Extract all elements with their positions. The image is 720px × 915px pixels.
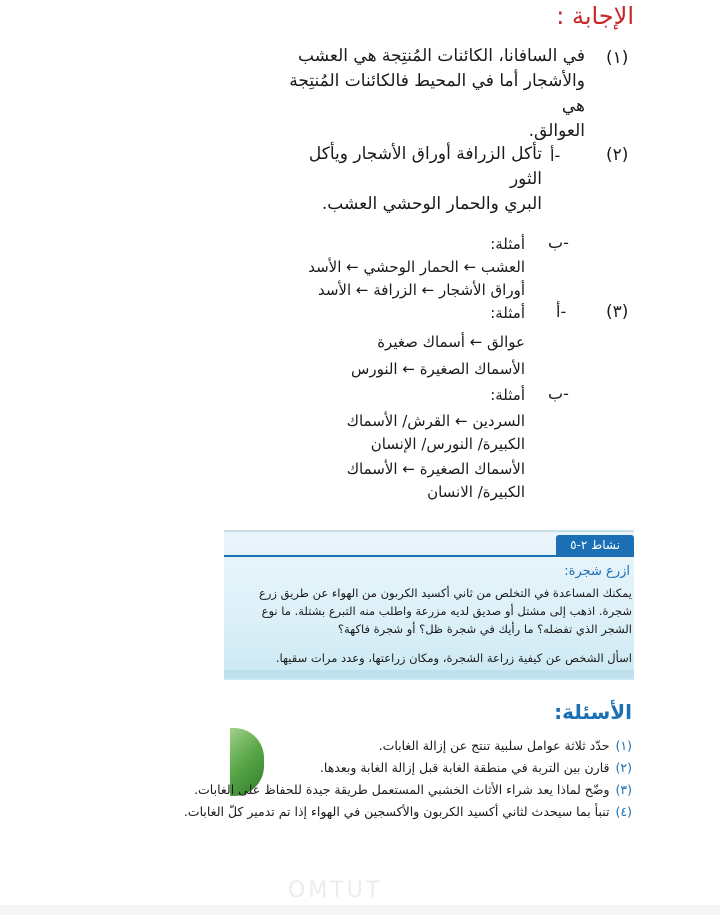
answer-1-line-1: في السافانا، الكائنات المُنتِجة هي العشب xyxy=(298,46,585,66)
answer-3b-label: أمثلة: xyxy=(490,386,525,404)
answer-2a-letter: أ- xyxy=(550,146,561,165)
answer-2a-text xyxy=(292,142,542,217)
answer-2a-line-2: البري والحمار الوحشي العشب. xyxy=(321,194,542,214)
food-chain-5 xyxy=(325,410,525,456)
food-chain-6 xyxy=(325,458,525,504)
questions-title: الأسئلة: xyxy=(554,700,632,724)
question-1-text: حدّد ثلاثة عوامل سلبية تنتج عن إزالة الغابات. xyxy=(378,738,610,753)
question-1 xyxy=(212,738,632,753)
food-chain-5-line-1: السردين ← القرش/ الأسماك xyxy=(346,412,525,430)
activity-tab: نشاط ٢-٥ xyxy=(556,535,634,555)
food-chain-1: العشب ← الحمار الوحشي ← الأسد xyxy=(308,258,525,276)
question-1-number: (١) xyxy=(615,738,632,753)
food-chain-5-line-2: الكبيرة/ النورس/ الإنسان xyxy=(370,435,525,453)
food-chain-6-line-1: الأسماك الصغيرة ← الأسماك xyxy=(346,460,525,478)
food-chain-2: أوراق الأشجار ← الزرافة ← الأسد xyxy=(317,281,525,299)
activity-bottom-band xyxy=(224,670,634,678)
question-4 xyxy=(172,804,632,819)
answer-3a-letter: أ- xyxy=(556,302,567,321)
answer-3a-label: أمثلة: xyxy=(490,304,525,322)
food-chain-6-line-2: الكبيرة/ الانسان xyxy=(427,483,525,501)
answer-title: الإجابة : xyxy=(556,2,634,30)
activity-heading: ازرع شجرة: xyxy=(564,564,630,579)
question-3-number: (٣) xyxy=(615,782,632,797)
activity-tab-rule xyxy=(224,555,634,557)
item-number-1: (١) xyxy=(606,48,629,68)
question-3-text: وضّح لماذا يعد شراء الأثاث الخشبي المستعمل طريقة جيدة للحفاظ على الغابات. xyxy=(194,782,610,797)
food-chain-3: عوالق ← أسماك صغيرة xyxy=(377,333,525,351)
answer-3b-letter: ب- xyxy=(548,384,569,403)
food-chain-4: الأسماك الصغيرة ← النورس xyxy=(351,360,525,378)
question-2-text: قارن بين التربة في منطقة الغابة قبل إزالة الغابة وبعدها. xyxy=(319,760,610,775)
answer-2a-line-1: تأكل الزرافة أوراق الأشجار ويأكل الثور xyxy=(308,144,542,189)
activity-footer: اسأل الشخص عن كيفية زراعة الشجرة، ومكان زراعتها، وعدد مرات سقيها. xyxy=(275,651,632,665)
question-2-number: (٢) xyxy=(615,760,632,775)
item-number-3: (٣) xyxy=(606,302,629,322)
question-3 xyxy=(192,782,632,797)
answer-2b-label: أمثلة: xyxy=(490,235,525,253)
answer-2b-content xyxy=(265,233,525,302)
watermark: OMTUT xyxy=(288,878,383,903)
activity-body: يمكنك المساعدة في التخلص من ثاني أكسيد الكربون من الهواء عن طريق زرع شجرة. اذهب إلى مشتل أو صديق لديه مزرعة واطلب منه التبرع بشتلة. ما نوع الشجر الذي تفضله؟ ما رأيك في شجرة ظل؟ أو شجرة فاكهة؟ xyxy=(259,586,632,636)
question-2 xyxy=(212,760,632,775)
answer-2b-letter: ب- xyxy=(548,233,569,252)
answer-1-line-3: العوالق. xyxy=(528,121,585,141)
question-4-number: (٤) xyxy=(615,804,632,819)
item-number-2: (٢) xyxy=(606,145,629,165)
answer-1-text xyxy=(285,44,585,144)
answer-1-line-2: والأشجار أما في المحيط فالكائنات المُنتِجة هي xyxy=(289,71,585,116)
question-4-text: تنبأ بما سيحدث لثاني أكسيد الكربون والأكسجين في الهواء إذا تم تدمير كلّ الغابات. xyxy=(183,804,610,819)
bottom-bar xyxy=(0,905,720,915)
